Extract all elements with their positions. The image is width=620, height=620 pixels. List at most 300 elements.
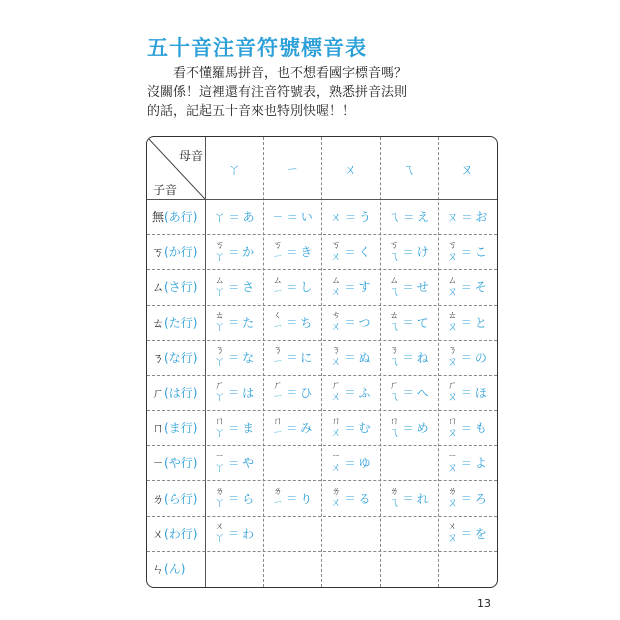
zhuyin-consonant: ㄎ <box>331 240 341 251</box>
zhuyin-stack <box>447 277 458 297</box>
zhuyin-stack <box>214 347 225 367</box>
equals-sign: ＝ <box>460 492 472 506</box>
equals-sign: ＝ <box>228 351 240 365</box>
zhuyin-stack <box>214 418 225 438</box>
kana-cell <box>205 199 263 234</box>
zhuyin-stack <box>447 242 458 262</box>
kana: え <box>417 210 430 225</box>
row-header <box>147 234 210 269</box>
zhuyin-stack <box>447 347 458 367</box>
zhuyin-consonant: ㄇ <box>331 416 341 427</box>
kana-cell <box>380 375 438 410</box>
equals-sign: ＝ <box>403 210 415 224</box>
kana: は <box>242 385 255 400</box>
zhuyin-vowel: ㄨ <box>330 390 342 404</box>
zhuyin-consonant: ㄇ <box>273 416 283 427</box>
row-consonant: 無 <box>152 210 165 225</box>
zhuyin-vowel: ㄨ <box>330 284 342 298</box>
zhuyin-consonant: ㄌ <box>331 487 341 498</box>
intro-paragraph <box>147 64 407 121</box>
equals-sign: ＝ <box>402 351 414 365</box>
row-consonant: ㄎ <box>152 245 165 260</box>
equals-sign: ＝ <box>402 386 414 400</box>
equals-sign: ＝ <box>460 527 472 541</box>
kana: き <box>300 245 313 260</box>
zhuyin-vowel: ㄟ <box>388 425 400 439</box>
row-kana-group: (ん) <box>164 561 186 576</box>
zhuyin-consonant: ㄧ <box>447 451 457 462</box>
row-header <box>147 410 210 445</box>
row-header <box>147 551 210 586</box>
zhuyin-consonant: ㄎ <box>273 240 283 251</box>
zhuyin-vowel: ㄨ <box>330 249 342 263</box>
kana: め <box>416 421 429 436</box>
kana: ら <box>242 491 255 506</box>
kana-cell <box>380 234 438 269</box>
kana: く <box>358 245 371 260</box>
kana: ね <box>416 350 429 365</box>
kana-cell <box>438 445 496 480</box>
kana-cell <box>321 234 379 269</box>
equals-sign: ＝ <box>460 421 472 435</box>
row-header <box>147 269 210 304</box>
vowel-header: ㄨ <box>343 162 357 178</box>
zhuyin-stack <box>214 277 225 297</box>
equals-sign: ＝ <box>402 492 414 506</box>
kana: す <box>358 280 371 295</box>
equals-sign: ＝ <box>228 245 240 259</box>
zhuyin-vowel: ㄨ <box>330 425 342 439</box>
kana-cell <box>263 305 321 340</box>
zhuyin-consonant: ㄋ <box>447 346 457 357</box>
page-title: 五十音注音符號標音表 <box>147 36 367 60</box>
zhuyin-vowel: ㄧ <box>272 425 284 439</box>
kana: あ <box>242 210 255 225</box>
row-kana-group: (な行) <box>164 350 198 365</box>
equals-sign: ＝ <box>228 316 240 330</box>
kana-cell <box>438 340 496 375</box>
row-consonant: ㄊ <box>152 315 165 330</box>
equals-sign: ＝ <box>286 210 298 224</box>
equals-sign: ＝ <box>461 210 473 224</box>
zhuyin-vowel: ㄟ <box>388 355 400 369</box>
kana: し <box>300 280 313 295</box>
intro-line: 沒關係！這裡還有注音符號表，熟悉拼音法則 <box>147 85 408 100</box>
row-kana-group: (か行) <box>164 245 198 260</box>
vowel-header: ㄡ <box>460 162 474 178</box>
zhuyin-stack <box>389 277 400 297</box>
zhuyin-consonant: ㄇ <box>215 416 225 427</box>
zhuyin: ㄧ <box>271 210 284 225</box>
row-kana-group: (さ行) <box>164 280 198 295</box>
kana: み <box>300 421 313 436</box>
zhuyin-consonant: ㄌ <box>389 487 399 498</box>
zhuyin-stack <box>272 347 283 367</box>
kana: た <box>242 315 255 330</box>
zhuyin-stack <box>447 382 458 402</box>
page-number: 13 <box>477 597 491 610</box>
kana-cell <box>263 234 321 269</box>
equals-sign: ＝ <box>286 316 298 330</box>
zhuyin-stack <box>330 453 341 473</box>
equals-sign: ＝ <box>460 245 472 259</box>
kana: る <box>358 491 371 506</box>
row-consonant: ㄙ <box>152 280 165 295</box>
kana-cell <box>438 480 496 515</box>
equals-sign: ＝ <box>228 280 240 294</box>
zhuyin-vowel: ㄚ <box>214 355 226 369</box>
zhuyin-vowel: ㄚ <box>214 531 226 545</box>
equals-sign: ＝ <box>228 492 240 506</box>
kana-cell <box>205 516 263 551</box>
equals-sign: ＝ <box>228 421 240 435</box>
kana-cell <box>205 410 263 445</box>
zhuyin-consonant: ㄋ <box>331 346 341 357</box>
equals-sign: ＝ <box>344 456 356 470</box>
zhuyin-stack <box>447 453 458 473</box>
zhuyin-stack <box>447 312 458 332</box>
equals-sign: ＝ <box>228 527 240 541</box>
row-header <box>147 480 210 515</box>
zhuyin-consonant: ㄋ <box>215 346 225 357</box>
equals-sign: ＝ <box>460 280 472 294</box>
zhuyin-consonant: ㄙ <box>447 275 457 286</box>
equals-sign: ＝ <box>344 245 356 259</box>
kana: に <box>300 350 313 365</box>
zhuyin-vowel: ㄚ <box>214 460 226 474</box>
zhuyin-consonant: ㄎ <box>215 240 225 251</box>
zhuyin-stack <box>330 277 341 297</box>
zhuyin-stack <box>214 312 225 332</box>
zhuyin-vowel: ㄧ <box>272 320 284 334</box>
kana-cell <box>205 375 263 410</box>
zhuyin-consonant: ㄧ <box>331 451 341 462</box>
kana: ろ <box>474 491 487 506</box>
kana: せ <box>416 280 429 295</box>
row-header <box>147 340 210 375</box>
zhuyin-consonant: ㄘ <box>331 311 341 322</box>
zhuyin-stack <box>389 312 400 332</box>
zhuyin-vowel: ㄧ <box>272 496 284 510</box>
zhuyin-consonant: ㄊ <box>389 311 399 322</box>
kana: さ <box>242 280 255 295</box>
kana: れ <box>416 491 429 506</box>
zhuyin-stack <box>330 382 341 402</box>
zhuyin-stack <box>330 488 341 508</box>
row-header <box>147 516 210 551</box>
zhuyin-stack <box>389 242 400 262</box>
zhuyin-stack <box>272 312 283 332</box>
kana-cell <box>438 234 496 269</box>
kana: な <box>242 350 255 365</box>
zhuyin-consonant: ㄇ <box>447 416 457 427</box>
zhuyin-consonant: ㄏ <box>273 381 283 392</box>
zhuyin-vowel: ㄧ <box>272 355 284 369</box>
zhuyin-stack <box>447 418 458 438</box>
kana-cell <box>438 375 496 410</box>
kana-cell <box>438 516 496 551</box>
zhuyin-consonant: ㄌ <box>273 487 283 498</box>
zhuyin-consonant: ㄨ <box>215 522 225 533</box>
kana-cell <box>380 340 438 375</box>
zhuyin-vowel: ㄧ <box>272 284 284 298</box>
kana-cell <box>438 305 496 340</box>
zhuyin-stack <box>214 453 225 473</box>
kana-cell <box>321 269 379 304</box>
row-kana-group: (わ行) <box>164 526 198 541</box>
kana: そ <box>474 280 487 295</box>
zhuyin-consonant: ㄙ <box>215 275 225 286</box>
zhuyin-vowel: ㄡ <box>446 496 458 510</box>
row-header <box>147 375 210 410</box>
kana: ま <box>242 421 255 436</box>
zhuyin-vowel: ㄚ <box>214 249 226 263</box>
intro-line: 的話，記起五十音來也特別快喔！！ <box>147 104 356 119</box>
zhuyin-vowel: ㄡ <box>446 355 458 369</box>
equals-sign: ＝ <box>460 351 472 365</box>
zhuyin: ㄡ <box>446 210 459 225</box>
zhuyin-stack <box>214 523 225 543</box>
zhuyin-vowel: ㄡ <box>446 460 458 474</box>
kana: や <box>242 456 255 471</box>
zhuyin-stack <box>447 488 458 508</box>
kana: を <box>474 526 487 541</box>
zhuyin-consonant: ㄏ <box>389 381 399 392</box>
row-consonant: ㄏ <box>152 385 165 400</box>
kana: ち <box>300 315 313 330</box>
kana: の <box>474 350 487 365</box>
kana: け <box>416 245 429 260</box>
kana-cell <box>263 375 321 410</box>
equals-sign: ＝ <box>286 386 298 400</box>
zhuyin-consonant: ㄑ <box>273 311 283 322</box>
equals-sign: ＝ <box>344 351 356 365</box>
equals-sign: ＝ <box>286 280 298 294</box>
header-vowel-label: 母音 <box>179 149 204 163</box>
equals-sign: ＝ <box>344 210 356 224</box>
equals-sign: ＝ <box>228 456 240 470</box>
kana-cell <box>380 410 438 445</box>
kana-cell <box>321 199 379 234</box>
zhuyin-vowel: ㄟ <box>388 320 400 334</box>
kana: も <box>474 421 487 436</box>
row-header <box>147 199 210 234</box>
row-consonant: ㄨ <box>152 526 165 541</box>
zhuyin-consonant: ㄙ <box>389 275 399 286</box>
vowel-header: ㄟ <box>402 162 416 178</box>
kana: む <box>358 421 371 436</box>
zhuyin-consonant: ㄌ <box>447 487 457 498</box>
kana: ほ <box>474 385 487 400</box>
zhuyin-consonant: ㄌ <box>215 487 225 498</box>
zhuyin-vowel: ㄡ <box>446 390 458 404</box>
kana-cell <box>321 305 379 340</box>
kana: へ <box>416 385 429 400</box>
zhuyin-consonant: ㄎ <box>389 240 399 251</box>
equals-sign: ＝ <box>402 280 414 294</box>
zhuyin-consonant: ㄨ <box>447 522 457 533</box>
kana: う <box>358 210 371 225</box>
kana: い <box>300 210 313 225</box>
zhuyin-stack <box>272 277 283 297</box>
zhuyin-kana-table <box>146 136 498 588</box>
zhuyin-stack <box>330 312 341 332</box>
zhuyin-consonant: ㄙ <box>331 275 341 286</box>
equals-sign: ＝ <box>344 316 356 330</box>
zhuyin-consonant: ㄊ <box>447 311 457 322</box>
zhuyin-stack <box>214 242 225 262</box>
kana-cell <box>263 199 321 234</box>
equals-sign: ＝ <box>228 210 240 224</box>
equals-sign: ＝ <box>228 386 240 400</box>
kana-cell <box>321 445 379 480</box>
kana: お <box>475 210 488 225</box>
zhuyin-vowel: ㄡ <box>446 320 458 334</box>
equals-sign: ＝ <box>344 386 356 400</box>
row-consonant: ㄋ <box>152 350 165 365</box>
equals-sign: ＝ <box>460 386 472 400</box>
kana-cell <box>205 480 263 515</box>
kana: わ <box>242 526 255 541</box>
zhuyin-vowel: ㄟ <box>388 284 400 298</box>
kana-cell <box>438 199 496 234</box>
zhuyin-consonant: ㄧ <box>215 451 225 462</box>
kana-cell <box>321 410 379 445</box>
kana: こ <box>474 245 487 260</box>
kana: ぬ <box>358 350 371 365</box>
row-kana-group: (あ行) <box>164 210 198 225</box>
kana: よ <box>474 456 487 471</box>
kana: ひ <box>300 385 313 400</box>
vowel-header: ㄧ <box>285 162 299 178</box>
equals-sign: ＝ <box>402 316 414 330</box>
zhuyin-stack <box>389 488 400 508</box>
zhuyin-stack <box>447 523 458 543</box>
row-consonant: ㄇ <box>152 421 165 436</box>
equals-sign: ＝ <box>344 280 356 294</box>
kana: り <box>300 491 313 506</box>
header-consonant-label: 子音 <box>153 183 178 197</box>
row-consonant: ㄌ <box>152 491 165 506</box>
zhuyin-consonant: ㄋ <box>273 346 283 357</box>
zhuyin-stack <box>272 242 283 262</box>
kana-cell <box>380 199 438 234</box>
zhuyin-consonant: ㄇ <box>389 416 399 427</box>
zhuyin-vowel: ㄨ <box>330 496 342 510</box>
zhuyin-vowel: ㄨ <box>330 355 342 369</box>
kana-cell <box>205 340 263 375</box>
intro-line: 看不懂羅馬拼音，也不想看國字標音嗎？ <box>173 66 408 81</box>
equals-sign: ＝ <box>344 492 356 506</box>
zhuyin-vowel: ㄟ <box>388 496 400 510</box>
zhuyin: ㄚ <box>213 210 226 225</box>
kana-cell <box>438 410 496 445</box>
kana-cell <box>263 269 321 304</box>
zhuyin-stack <box>389 382 400 402</box>
zhuyin-consonant: ㄊ <box>215 311 225 322</box>
kana: て <box>416 315 429 330</box>
kana-cell <box>321 480 379 515</box>
equals-sign: ＝ <box>286 421 298 435</box>
kana: つ <box>358 315 371 330</box>
zhuyin-vowel: ㄨ <box>330 460 342 474</box>
zhuyin-consonant: ㄏ <box>331 381 341 392</box>
kana-cell <box>380 480 438 515</box>
kana-cell <box>263 480 321 515</box>
row-kana-group: (や行) <box>164 456 198 471</box>
row-kana-group: (ら行) <box>164 491 198 506</box>
kana: ゆ <box>358 456 371 471</box>
zhuyin-vowel: ㄚ <box>214 320 226 334</box>
zhuyin-consonant: ㄋ <box>389 346 399 357</box>
zhuyin-consonant: ㄎ <box>447 240 457 251</box>
zhuyin-stack <box>272 488 283 508</box>
zhuyin-vowel: ㄚ <box>214 390 226 404</box>
row-consonant: ㄧ <box>152 456 165 471</box>
zhuyin-vowel: ㄧ <box>272 249 284 263</box>
zhuyin: ㄟ <box>388 210 401 225</box>
zhuyin-stack <box>330 347 341 367</box>
equals-sign: ＝ <box>344 421 356 435</box>
row-header <box>147 445 210 480</box>
zhuyin-stack <box>214 488 225 508</box>
zhuyin-consonant: ㄏ <box>215 381 225 392</box>
zhuyin-vowel: ㄡ <box>446 284 458 298</box>
equals-sign: ＝ <box>286 492 298 506</box>
kana-cell <box>321 375 379 410</box>
zhuyin-vowel: ㄚ <box>214 425 226 439</box>
kana-cell <box>205 445 263 480</box>
kana-cell <box>263 410 321 445</box>
kana-cell <box>263 340 321 375</box>
zhuyin-stack <box>214 382 225 402</box>
kana-cell <box>205 305 263 340</box>
equals-sign: ＝ <box>402 245 414 259</box>
zhuyin-stack <box>389 418 400 438</box>
kana-cell <box>380 269 438 304</box>
zhuyin-vowel: ㄡ <box>446 249 458 263</box>
zhuyin-consonant: ㄙ <box>273 275 283 286</box>
zhuyin-stack <box>330 242 341 262</box>
zhuyin-vowel: ㄡ <box>446 425 458 439</box>
zhuyin-stack <box>330 418 341 438</box>
kana: ふ <box>358 385 371 400</box>
zhuyin: ㄨ <box>329 210 342 225</box>
row-kana-group: (た行) <box>164 315 198 330</box>
row-header <box>147 305 210 340</box>
row-kana-group: (は行) <box>164 385 198 400</box>
kana-cell <box>380 305 438 340</box>
kana-cell <box>205 234 263 269</box>
equals-sign: ＝ <box>286 351 298 365</box>
vowel-header: ㄚ <box>227 162 241 178</box>
equals-sign: ＝ <box>286 245 298 259</box>
zhuyin-vowel: ㄧ <box>272 390 284 404</box>
zhuyin-vowel: ㄟ <box>388 249 400 263</box>
zhuyin-stack <box>389 347 400 367</box>
zhuyin-consonant: ㄏ <box>447 381 457 392</box>
zhuyin-stack <box>272 382 283 402</box>
kana-cell <box>321 340 379 375</box>
kana-cell <box>438 269 496 304</box>
row-kana-group: (ま行) <box>164 421 198 436</box>
zhuyin-vowel: ㄡ <box>446 531 458 545</box>
zhuyin-vowel: ㄚ <box>214 284 226 298</box>
kana: と <box>474 315 487 330</box>
kana: か <box>242 245 255 260</box>
row-consonant: ㄣ <box>152 561 165 576</box>
equals-sign: ＝ <box>402 421 414 435</box>
